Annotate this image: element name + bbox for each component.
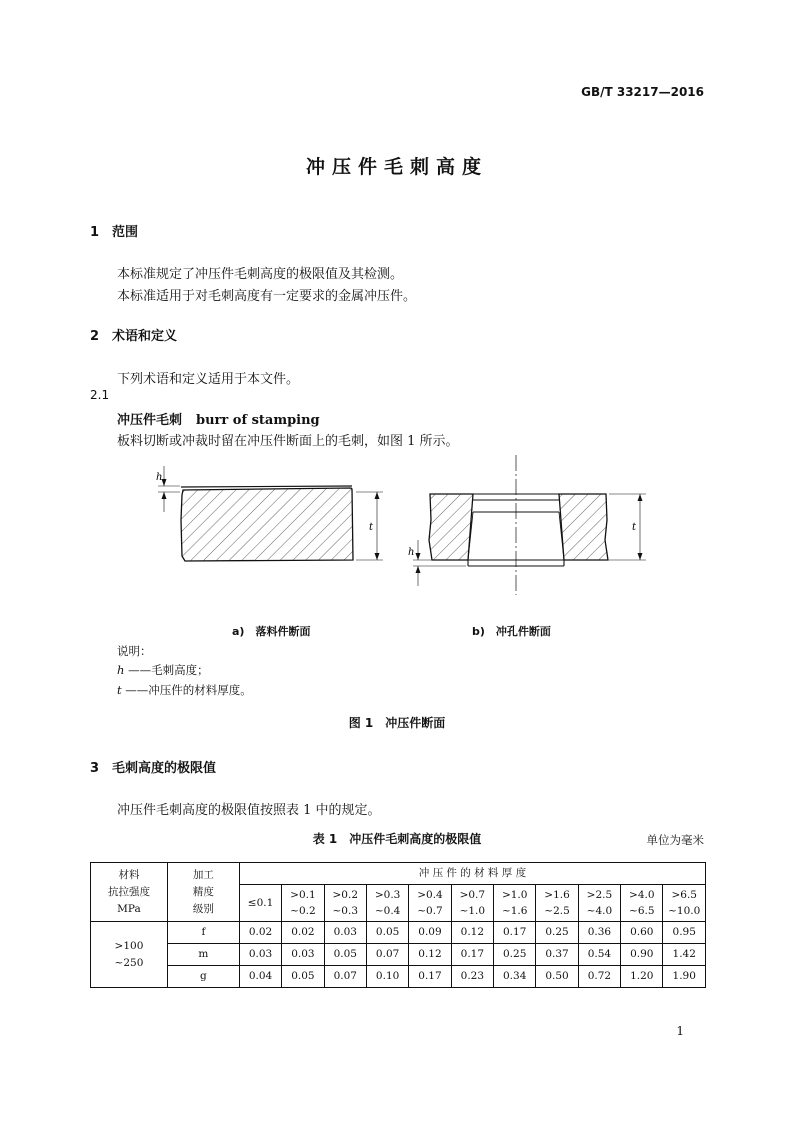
table-header-row: [91, 863, 706, 885]
range-line: >0.1: [290, 889, 316, 901]
header-line: 加工: [192, 868, 214, 881]
range-line: >0.4: [417, 889, 443, 901]
document-title: 冲压件毛刺高度: [305, 156, 488, 178]
dimension-label-t: t: [369, 522, 374, 533]
legend-symbol: t: [117, 683, 122, 697]
table-unit: 单位为毫米: [646, 833, 704, 847]
section-title: 范围: [112, 225, 139, 240]
legend-item-t: [117, 682, 252, 698]
legend-item-h: [117, 662, 209, 678]
dimension-label-h: h: [408, 547, 415, 558]
section-2-paragraph-1: 下列术语和定义适用于本文件。: [117, 372, 300, 387]
value-cell: 0.72: [578, 966, 620, 988]
range-line: >4.0: [629, 889, 655, 901]
range-line: ~0.3: [332, 905, 358, 917]
term-english: burr of stamping: [196, 413, 320, 428]
header-line: 抗拉强度: [107, 885, 150, 898]
value-cell: 0.23: [451, 966, 493, 988]
value-cell: 0.54: [578, 944, 620, 966]
value-cell: 0.25: [536, 922, 578, 944]
section-title: 术语和定义: [112, 329, 178, 344]
range-line: ~250: [114, 956, 144, 969]
section-title: 毛刺高度的极限值: [112, 761, 217, 776]
legend-text: ——毛刺高度；: [128, 663, 209, 677]
grade-cell: f: [167, 922, 239, 944]
thickness-range-cell: [366, 885, 408, 922]
value-cell: 0.25: [494, 944, 536, 966]
legend-title: 说明：: [117, 644, 152, 658]
legend-symbol: h: [117, 663, 125, 677]
value-cell: 0.02: [282, 922, 324, 944]
value-cell: 0.03: [282, 944, 324, 966]
range-line: ~4.0: [586, 905, 613, 917]
section-1-paragraph-1: 本标准规定了冲压件毛刺高度的极限值及其检测。: [117, 267, 404, 282]
range-line: ~2.5: [544, 905, 570, 917]
range-line: >0.3: [374, 889, 401, 901]
figure-caption: 图 1 冲压件断面: [348, 716, 446, 730]
range-line: ~1.6: [501, 905, 528, 917]
table-row: [91, 922, 706, 944]
term-chinese: 冲压件毛刺: [117, 413, 183, 428]
value-cell: 0.90: [621, 944, 663, 966]
range-line: >1.0: [501, 889, 528, 901]
thickness-header: 冲 压 件 的 材 料 厚 度: [239, 863, 705, 885]
header-line: 级别: [192, 902, 214, 915]
section-3-heading: [90, 757, 216, 776]
thickness-range-cell: [494, 885, 536, 922]
thickness-range-cell: [578, 885, 620, 922]
value-cell: 0.09: [409, 922, 451, 944]
table-caption: 表 1 冲压件毛刺高度的极限值: [312, 832, 482, 846]
burr-limit-table: [90, 862, 706, 988]
page-number: 1: [676, 1024, 684, 1038]
value-cell: 1.90: [663, 966, 706, 988]
value-cell: 0.05: [282, 966, 324, 988]
header-line: MPa: [117, 902, 141, 915]
range-line: ~0.2: [290, 905, 316, 917]
value-cell: 0.05: [324, 944, 366, 966]
thickness-range-cell: [282, 885, 324, 922]
range-line: ~10.0: [668, 905, 701, 917]
range-line: ~0.4: [374, 905, 401, 917]
value-cell: 0.04: [239, 966, 281, 988]
header-line: 材料: [118, 868, 140, 881]
table-row: [91, 966, 706, 988]
value-cell: 0.05: [366, 922, 408, 944]
range-line: >1.6: [544, 889, 570, 901]
subfigure-a-caption: a) 落料件断面: [232, 625, 311, 638]
thickness-range-cell: [409, 885, 451, 922]
value-cell: 0.02: [239, 922, 281, 944]
value-cell: 0.12: [451, 922, 493, 944]
table-row: [91, 944, 706, 966]
standard-number: GB/T 33217—2016: [581, 85, 704, 99]
section-number: 2: [90, 329, 100, 344]
range-line: >100: [114, 939, 144, 952]
thickness-range-cell: [451, 885, 493, 922]
section-1-paragraph-2: 本标准适用于对毛刺高度有一定要求的金属冲压件。: [117, 289, 417, 304]
legend-text: ——冲压件的材料厚度。: [125, 683, 252, 697]
blanking-section-drawing: [158, 466, 383, 561]
value-cell: 0.50: [536, 966, 578, 988]
header-line: 精度: [192, 885, 214, 898]
value-cell: 0.12: [409, 944, 451, 966]
thickness-range-cell: [536, 885, 578, 922]
range-line: >0.2: [332, 889, 358, 901]
range-line: ≤0.1: [247, 897, 274, 909]
range-line: >0.7: [459, 889, 486, 901]
range-line: ~0.7: [417, 905, 443, 917]
grade-cell: m: [167, 944, 239, 966]
value-cell: 0.07: [366, 944, 408, 966]
value-cell: 0.07: [324, 966, 366, 988]
section-number: 1: [90, 225, 100, 240]
strength-range-cell: [91, 922, 168, 988]
range-line: >2.5: [586, 889, 613, 901]
piercing-section-drawing: [413, 455, 646, 595]
table-body: [91, 863, 706, 988]
range-line: ~6.5: [629, 905, 655, 917]
range-line: ~1.0: [459, 905, 486, 917]
range-line: >6.5: [671, 889, 697, 901]
clause-number: 2.1: [90, 388, 110, 402]
subfigure-b-caption: b) 冲孔件断面: [472, 625, 551, 638]
term-definition: 板料切断或冲裁时留在冲压件断面上的毛刺，如图 1 所示。: [117, 434, 459, 449]
value-cell: 0.17: [409, 966, 451, 988]
value-cell: 0.60: [621, 922, 663, 944]
grade-cell: g: [167, 966, 239, 988]
value-cell: 0.95: [663, 922, 706, 944]
dimension-label-h: h: [156, 472, 163, 483]
value-cell: 0.17: [494, 922, 536, 944]
value-cell: 1.42: [663, 944, 706, 966]
section-3-paragraph-1: 冲压件毛刺高度的极限值按照表 1 中的规定。: [117, 803, 381, 818]
thickness-range-cell: [621, 885, 663, 922]
dimension-label-t: t: [632, 522, 637, 533]
value-cell: 1.20: [621, 966, 663, 988]
thickness-range-cell: [239, 885, 281, 922]
thickness-range-cell: [663, 885, 706, 922]
value-cell: 0.34: [494, 966, 536, 988]
strength-header: [91, 863, 168, 922]
value-cell: 0.03: [239, 944, 281, 966]
value-cell: 0.10: [366, 966, 408, 988]
section-number: 3: [90, 761, 100, 776]
thickness-range-cell: [324, 885, 366, 922]
value-cell: 0.37: [536, 944, 578, 966]
value-cell: 0.17: [451, 944, 493, 966]
value-cell: 0.36: [578, 922, 620, 944]
value-cell: 0.03: [324, 922, 366, 944]
grade-header: [167, 863, 239, 922]
